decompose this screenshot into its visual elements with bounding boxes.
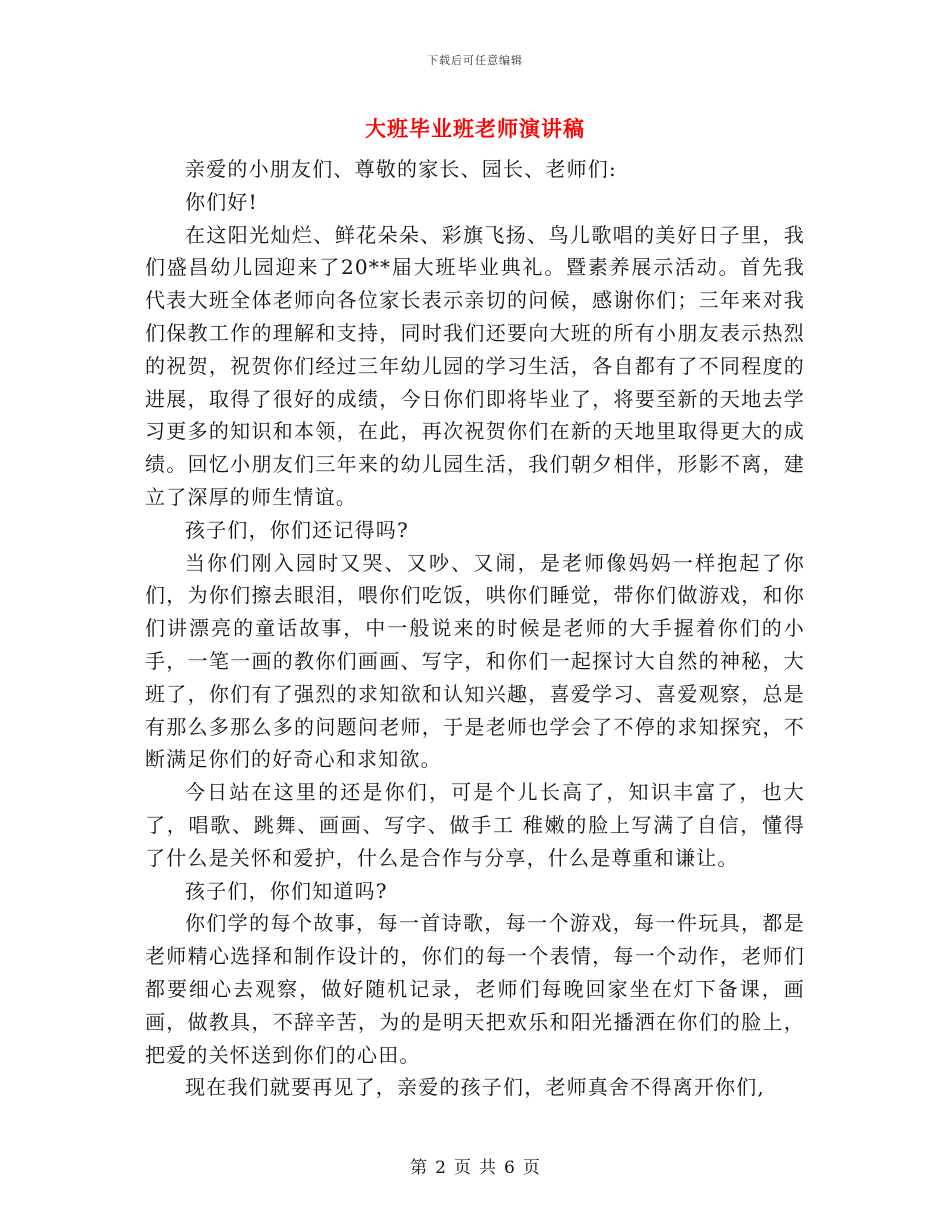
footer-prefix: 第 [410,1158,428,1178]
paragraph-teacher-care: 你们学的每个故事，每一首诗歌，每一个游戏，每一件玩具，都是老师精心选择和制作设计的，你们的每一个表情，每一个动作，老师们都要细心去观察，做好随机记录，老师们每晚回家坐在灯下备课，画画，做教具，不辞辛苦，为的是明天把欢乐和阳光播洒在你们的脸上，把爱的关怀送到你们的心田。 [145,911,805,1067]
paragraph-know-question: 孩子们，你们知道吗? [185,878,388,903]
document-body [145,153,805,1104]
footer-total-pages: 6 [504,1158,515,1178]
page-footer [0,1153,950,1178]
footer-page-word: 页 [454,1158,471,1178]
paragraph-remember-question: 孩子们，你们还记得吗? [185,517,409,542]
footer-current-page: 2 [435,1158,446,1178]
footer-total-word: 共 [479,1158,496,1178]
footer-suffix: 页 [522,1158,540,1178]
document-title: 大班毕业班老师演讲稿 [365,117,585,141]
paragraph-farewell: 现在我们就要再见了，亲爱的孩子们，老师真舍不得离开你们, [185,1075,765,1100]
header-note: 下载后可任意编辑 [427,54,523,67]
paragraph-memories: 当你们刚入园时又哭、又吵、又闹，是老师像妈妈一样抱起了你们，为你们擦去眼泪，喂你们吃饭，哄你们睡觉，带你们做游戏，和你们讲漂亮的童话故事，中一般说来的时候是老师的大手握着你们的小手，一笔一画的教你们画画、写字，和你们一起探讨大自然的神秘，大班了，你们有了强烈的求知欲和认知兴趣，喜爱学习、喜爱观察，总是有那么多那么多的问题问老师，于是老师也学会了不停的求知探究，不断满足你们的好奇心和求知欲。 [145,550,805,772]
paragraph-growth: 今日站在这里的还是你们，可是个儿长高了，知识丰富了，也大了，唱歌、跳舞、画画、写字、做手工 稚嫩的脸上写满了自信，懂得了什么是关怀和爱护，什么是合作与分享，什么是尊重和谦让。 [145,780,805,870]
paragraph-intro: 在这阳光灿烂、鲜花朵朵、彩旗飞扬、鸟儿歌唱的美好日子里，我们盛昌幼儿园迎来了20**届大班毕业典礼。暨素养展示活动。首先我代表大班全体老师向各位家长表示亲切的问候，感谢你们；三年来对我们保教工作的理解和支持，同时我们还要向大班的所有小朋友表示热烈的祝贺，祝贺你们经过三年幼儿园的学习生活，各自都有了不同程度的进展，取得了很好的成绩，今日你们即将毕业了，将要至新的天地去学习更多的知识和本领，在此，再次祝贺你们在新的天地里取得更大的成绩。回忆小朋友们三年来的幼儿园生活，我们朝夕相伴，形影不离，建立了深厚的师生情谊。 [145,222,805,509]
paragraph-greeting: 亲爱的小朋友们、尊敬的家长、园长、老师们: [185,157,617,181]
paragraph-hello: 你们好! [185,189,258,214]
